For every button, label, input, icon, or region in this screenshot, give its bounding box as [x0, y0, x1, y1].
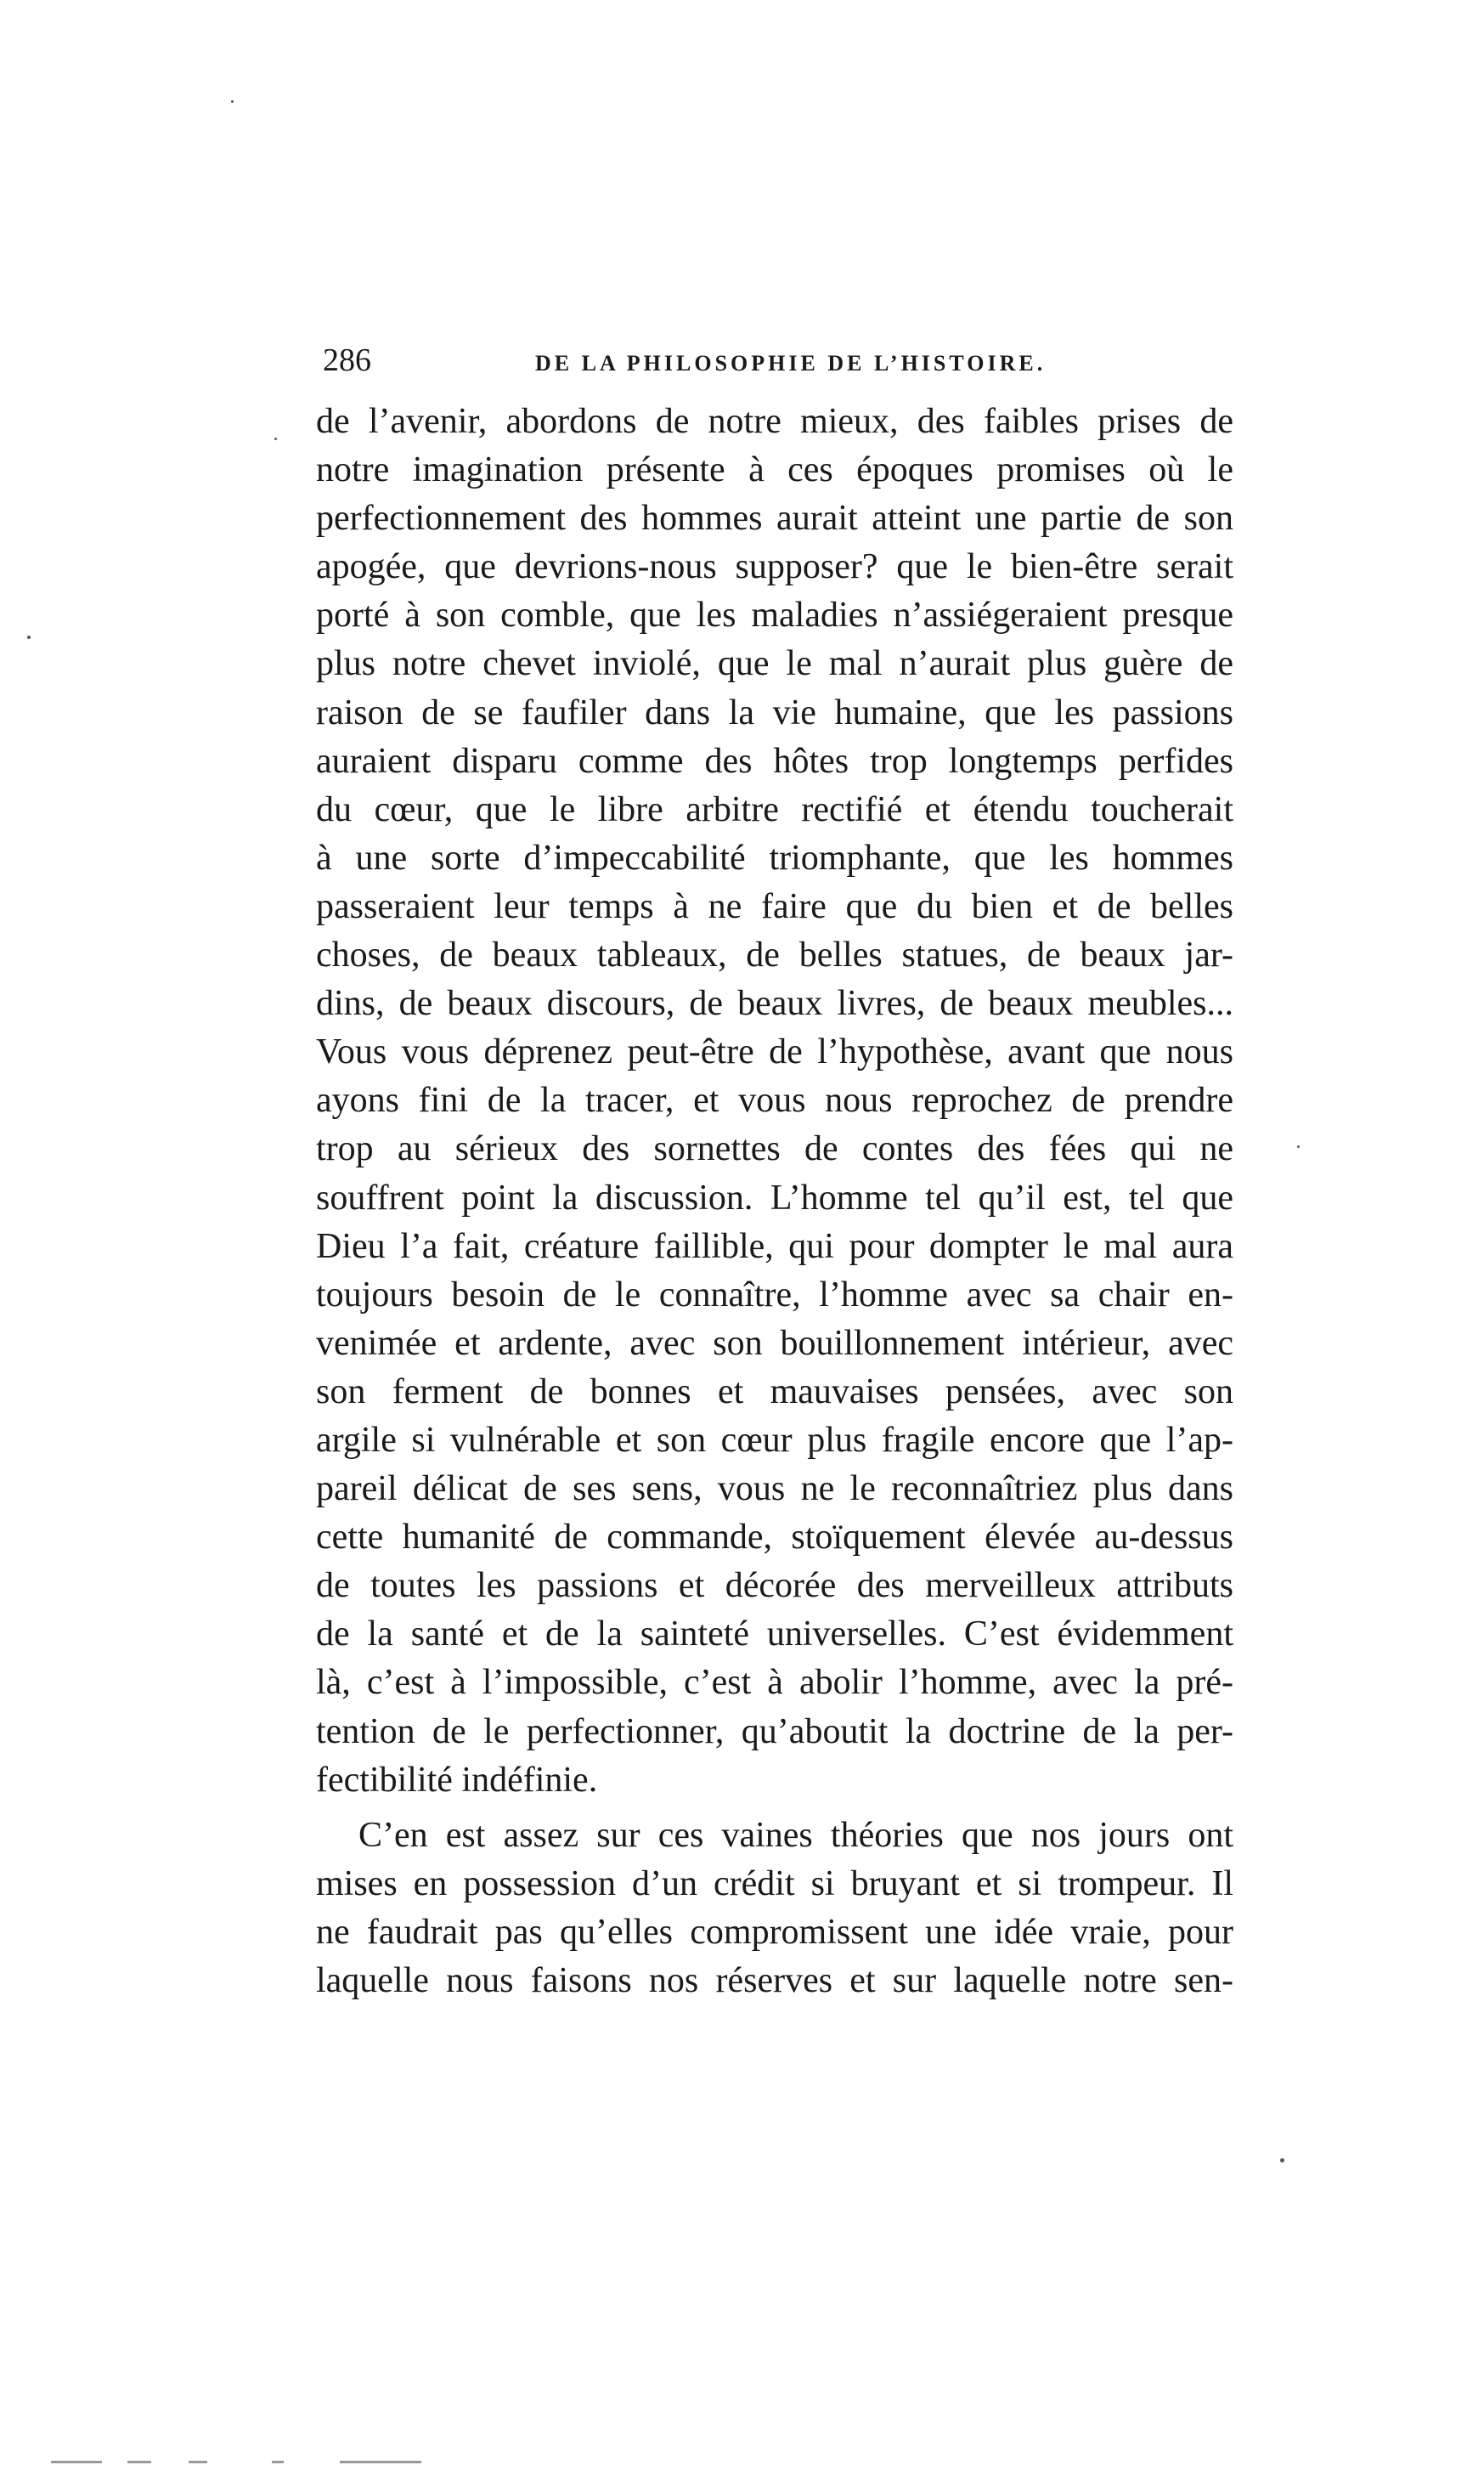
text-line: cette humanité de commande, stoïquement élevée au-dessus	[316, 1518, 1233, 1558]
text-line: trop au sérieux des sornettes de contes des fées qui ne	[316, 1129, 1233, 1169]
text-line: fectibilité indéfinie.	[316, 1760, 598, 1800]
text-line: ayons fini de la tracer, et vous nous reprochez de prendre	[316, 1081, 1233, 1121]
text-line: à une sorte d’impeccabilité triomphante, que les hommes	[316, 838, 1233, 878]
scan-speck	[1297, 1145, 1300, 1148]
text-line: Vous vous déprenez peut-être de l’hypothèse, avant que nous	[316, 1032, 1233, 1072]
text-line: apogée, que devrions-nous supposer? que le bien-être serait	[316, 547, 1233, 587]
text-line: passeraient leur temps à ne faire que du bien et de belles	[316, 886, 1233, 926]
text-line: argile si vulnérable et son cœur plus fragile encore que l’ap-	[316, 1420, 1233, 1460]
text-line: plus notre chevet inviolé, que le mal n’aurait plus guère de	[316, 644, 1233, 684]
running-head-title: DE LA PHILOSOPHIE DE L’HISTOIRE.	[535, 351, 1047, 376]
text-line: perfectionnement des hommes aurait atteint une partie de son	[316, 499, 1233, 539]
text-line: dins, de beaux discours, de beaux livres, de beaux meubles...	[316, 984, 1233, 1024]
scan-edge-mark	[189, 2461, 207, 2463]
body-text	[316, 398, 1233, 2005]
text-line: porté à son comble, que les maladies n’assiégeraient presque	[316, 596, 1233, 636]
scan-speck	[27, 636, 31, 639]
text-line: souffrent point la discussion. L’homme tel qu’il est, tel que	[316, 1178, 1233, 1218]
paragraph-1	[316, 398, 1233, 1805]
scan-speck	[231, 100, 234, 103]
scan-speck	[274, 438, 277, 440]
scan-edge-mark	[51, 2461, 102, 2463]
scan-speck	[1280, 2158, 1284, 2163]
text-line: de l’avenir, abordons de notre mieux, des faibles prises de	[316, 402, 1233, 441]
text-line: laquelle nous faisons nos réserves et sur laquelle notre sen-	[316, 1961, 1233, 2000]
paragraph-2	[316, 1812, 1233, 2005]
page-number: 286	[323, 342, 371, 378]
text-line: choses, de beaux tableaux, de belles statues, de beaux jar-	[316, 936, 1233, 975]
text-line: pareil délicat de ses sens, vous ne le reconnaîtriez plus dans	[316, 1469, 1233, 1509]
scan-edge-mark	[272, 2461, 284, 2463]
text-line: tention de le perfectionner, qu’aboutit la doctrine de la per-	[316, 1711, 1233, 1751]
text-line: raison de se faufiler dans la vie humaine, que les passions	[316, 693, 1233, 732]
text-line: ne faudrait pas qu’elles compromissent une idée vraie, pour	[316, 1912, 1233, 1952]
scan-edge-mark	[340, 2461, 421, 2463]
text-line: là, c’est à l’impossible, c’est à abolir l’homme, avec la pré-	[316, 1663, 1233, 1703]
running-head	[323, 338, 1240, 389]
text-line: toujours besoin de le connaître, l’homme avec sa chair en-	[316, 1275, 1233, 1314]
text-line: de la santé et de la sainteté universelles. C’est évidemment	[316, 1614, 1233, 1654]
text-line: venimée et ardente, avec son bouillonnement intérieur, avec	[316, 1323, 1233, 1363]
text-line: son ferment de bonnes et mauvaises pensées, avec son	[316, 1371, 1233, 1411]
text-line: de toutes les passions et décorée des merveilleux attributs	[316, 1566, 1233, 1606]
scan-edge-mark	[127, 2461, 151, 2463]
text-line: auraient disparu comme des hôtes trop longtemps perfides	[316, 741, 1233, 781]
text-line: mises en possession d’un crédit si bruyant et si trompeur. Il	[316, 1863, 1233, 1903]
text-line: notre imagination présente à ces époques promises où le	[316, 450, 1233, 490]
text-line: C’en est assez sur ces vaines théories que nos jours ont	[358, 1815, 1233, 1855]
text-line: du cœur, que le libre arbitre rectifié et étendu toucherait	[316, 789, 1233, 829]
text-line: Dieu l’a fait, créature faillible, qui pour dompter le mal aura	[316, 1226, 1233, 1266]
